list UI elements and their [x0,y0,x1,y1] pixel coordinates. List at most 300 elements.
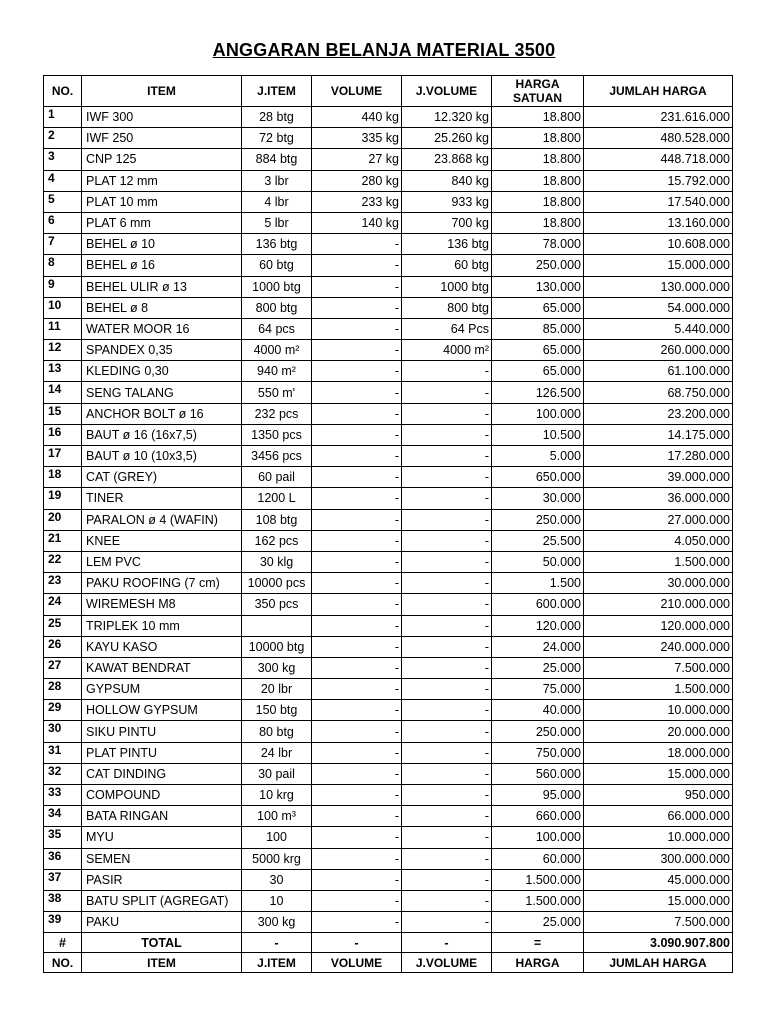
cell-item: TRIPLEK 10 mm [82,615,242,636]
cell-jumlah-harga: 10.608.000 [584,234,733,255]
cell-jumlah-harga: 231.616.000 [584,107,733,128]
cell-no: 37 [44,869,82,890]
cell-jumlah-harga: 480.528.000 [584,128,733,149]
cell-jitem: 10000 btg [242,636,312,657]
cell-no: 30 [44,721,82,742]
table-row [44,869,733,890]
cell-no: 5 [44,191,82,212]
cell-harga-satuan: 18.800 [492,128,584,149]
cell-harga-satuan: 250.000 [492,255,584,276]
cell-jitem: 64 pcs [242,318,312,339]
cell-harga-satuan: 650.000 [492,467,584,488]
cell-jitem: 3456 pcs [242,446,312,467]
footer-harga: HARGA [492,953,584,973]
cell-jitem: 10 krg [242,785,312,806]
cell-no: 8 [44,255,82,276]
material-budget-table [43,75,733,973]
cell-harga-satuan: 600.000 [492,594,584,615]
cell-harga-satuan: 95.000 [492,785,584,806]
cell-harga-satuan: 25.000 [492,657,584,678]
cell-jumlah-harga: 4.050.000 [584,530,733,551]
header-jitem: J.ITEM [242,76,312,107]
cell-jumlah-harga: 45.000.000 [584,869,733,890]
cell-no: 36 [44,848,82,869]
cell-harga-satuan: 25.000 [492,912,584,933]
cell-jvolume: - [402,509,492,530]
cell-jitem: 940 m² [242,361,312,382]
cell-harga-satuan: 75.000 [492,679,584,700]
cell-volume: - [312,530,402,551]
cell-jvolume: 1000 btg [402,276,492,297]
cell-jitem: 1350 pcs [242,424,312,445]
cell-jumlah-harga: 120.000.000 [584,615,733,636]
cell-jitem: 300 kg [242,657,312,678]
cell-jvolume: - [402,361,492,382]
cell-harga-satuan: 25.500 [492,530,584,551]
cell-jvolume: 64 Pcs [402,318,492,339]
cell-item: BAUT ø 10 (10x3,5) [82,446,242,467]
cell-volume: - [312,551,402,572]
cell-jvolume: 25.260 kg [402,128,492,149]
cell-jumlah-harga: 66.000.000 [584,806,733,827]
cell-no: 26 [44,636,82,657]
cell-no: 35 [44,827,82,848]
cell-volume: - [312,297,402,318]
document-title: ANGGARAN BELANJA MATERIAL 3500 [212,40,556,60]
cell-item: KAWAT BENDRAT [82,657,242,678]
cell-jitem: 30 klg [242,551,312,572]
cell-harga-satuan: 78.000 [492,234,584,255]
cell-item: BEHEL ø 10 [82,234,242,255]
cell-no: 39 [44,912,82,933]
table-row [44,340,733,361]
cell-jumlah-harga: 5.440.000 [584,318,733,339]
cell-harga-satuan: 65.000 [492,361,584,382]
cell-item: PLAT 6 mm [82,212,242,233]
cell-harga-satuan: 1.500.000 [492,869,584,890]
cell-volume: 280 kg [312,170,402,191]
cell-jvolume: - [402,806,492,827]
footer-jumlah: JUMLAH HARGA [584,953,733,973]
table-row [44,170,733,191]
cell-volume: - [312,657,402,678]
total-row [44,933,733,953]
cell-jvolume: 23.868 kg [402,149,492,170]
table-row [44,467,733,488]
table-row [44,488,733,509]
cell-no: 22 [44,551,82,572]
cell-jumlah-harga: 260.000.000 [584,340,733,361]
cell-item: BATA RINGAN [82,806,242,827]
table-row [44,615,733,636]
cell-jitem: 30 pail [242,763,312,784]
cell-harga-satuan: 660.000 [492,806,584,827]
cell-harga-satuan: 560.000 [492,763,584,784]
cell-harga-satuan: 100.000 [492,827,584,848]
total-volume: - [312,933,402,953]
cell-item: BAUT ø 16 (16x7,5) [82,424,242,445]
cell-jvolume: - [402,763,492,784]
cell-volume: - [312,234,402,255]
cell-jumlah-harga: 68.750.000 [584,382,733,403]
cell-jvolume: - [402,700,492,721]
cell-jitem: 162 pcs [242,530,312,551]
cell-no: 29 [44,700,82,721]
cell-jvolume: - [402,848,492,869]
cell-volume: 335 kg [312,128,402,149]
footer-volume: VOLUME [312,953,402,973]
cell-jumlah-harga: 30.000.000 [584,573,733,594]
cell-no: 31 [44,742,82,763]
cell-item: SEMEN [82,848,242,869]
cell-jumlah-harga: 10.000.000 [584,827,733,848]
cell-jvolume: - [402,721,492,742]
table-row [44,827,733,848]
cell-jvolume: - [402,742,492,763]
table-row [44,594,733,615]
cell-no: 21 [44,530,82,551]
cell-jumlah-harga: 300.000.000 [584,848,733,869]
cell-volume: - [312,827,402,848]
cell-item: PLAT 12 mm [82,170,242,191]
cell-harga-satuan: 10.500 [492,424,584,445]
table-row [44,212,733,233]
cell-jvolume: - [402,488,492,509]
table-header-row [44,76,733,107]
cell-jvolume: 933 kg [402,191,492,212]
cell-item: SIKU PINTU [82,721,242,742]
cell-no: 1 [44,107,82,128]
cell-jitem: 150 btg [242,700,312,721]
cell-no: 32 [44,763,82,784]
cell-harga-satuan: 18.800 [492,191,584,212]
cell-harga-satuan: 250.000 [492,509,584,530]
cell-no: 18 [44,467,82,488]
cell-jvolume: - [402,382,492,403]
cell-jvolume: - [402,403,492,424]
cell-volume: - [312,679,402,700]
cell-jvolume: - [402,636,492,657]
table-row [44,890,733,911]
cell-jvolume: 700 kg [402,212,492,233]
cell-jitem: 20 lbr [242,679,312,700]
cell-jvolume: - [402,573,492,594]
cell-item: PAKU ROOFING (7 cm) [82,573,242,594]
table-row [44,721,733,742]
cell-volume: - [312,742,402,763]
cell-no: 38 [44,890,82,911]
table-row [44,636,733,657]
table-row [44,679,733,700]
footer-jvolume: J.VOLUME [402,953,492,973]
cell-volume: - [312,721,402,742]
table-row [44,318,733,339]
cell-no: 11 [44,318,82,339]
cell-no: 9 [44,276,82,297]
cell-volume: 233 kg [312,191,402,212]
cell-jitem: 300 kg [242,912,312,933]
cell-jumlah-harga: 1.500.000 [584,679,733,700]
cell-volume: - [312,403,402,424]
cell-jumlah-harga: 15.000.000 [584,890,733,911]
cell-jumlah-harga: 14.175.000 [584,424,733,445]
cell-no: 13 [44,361,82,382]
cell-jumlah-harga: 17.540.000 [584,191,733,212]
cell-volume: 140 kg [312,212,402,233]
cell-jvolume: 60 btg [402,255,492,276]
header-harga-satuan [492,76,584,107]
cell-jitem: 3 lbr [242,170,312,191]
cell-jumlah-harga: 210.000.000 [584,594,733,615]
cell-no: 10 [44,297,82,318]
table-row [44,912,733,933]
cell-no: 3 [44,149,82,170]
table-row [44,742,733,763]
cell-jumlah-harga: 130.000.000 [584,276,733,297]
cell-volume: 27 kg [312,149,402,170]
cell-jitem: 350 pcs [242,594,312,615]
cell-item: COMPOUND [82,785,242,806]
cell-jvolume: - [402,912,492,933]
cell-harga-satuan: 120.000 [492,615,584,636]
cell-jitem: 4 lbr [242,191,312,212]
cell-no: 33 [44,785,82,806]
cell-jitem: 550 m' [242,382,312,403]
table-row [44,382,733,403]
table-row [44,424,733,445]
cell-item: WIREMESH M8 [82,594,242,615]
cell-volume: - [312,446,402,467]
cell-item: LEM PVC [82,551,242,572]
cell-no: 25 [44,615,82,636]
cell-jitem: 72 btg [242,128,312,149]
cell-harga-satuan: 126.500 [492,382,584,403]
footer-no: NO. [44,953,82,973]
cell-item: TINER [82,488,242,509]
cell-item: HOLLOW GYPSUM [82,700,242,721]
cell-volume: - [312,424,402,445]
table-row [44,107,733,128]
cell-harga-satuan: 250.000 [492,721,584,742]
cell-no: 20 [44,509,82,530]
cell-jumlah-harga: 7.500.000 [584,657,733,678]
cell-volume: - [312,890,402,911]
cell-jvolume: - [402,827,492,848]
cell-volume: - [312,573,402,594]
cell-harga-satuan: 100.000 [492,403,584,424]
cell-no: 2 [44,128,82,149]
cell-no: 19 [44,488,82,509]
cell-no: 12 [44,340,82,361]
cell-jvolume: 800 btg [402,297,492,318]
cell-no: 16 [44,424,82,445]
table-row [44,403,733,424]
cell-harga-satuan: 18.800 [492,212,584,233]
table-row [44,149,733,170]
cell-jumlah-harga: 20.000.000 [584,721,733,742]
cell-harga-satuan: 85.000 [492,318,584,339]
cell-item: SPANDEX 0,35 [82,340,242,361]
cell-volume: - [312,382,402,403]
cell-volume: - [312,467,402,488]
cell-jvolume: - [402,679,492,700]
table-row [44,234,733,255]
cell-jumlah-harga: 7.500.000 [584,912,733,933]
cell-jvolume: - [402,594,492,615]
cell-jumlah-harga: 23.200.000 [584,403,733,424]
cell-jitem: 28 btg [242,107,312,128]
table-body [44,107,733,933]
cell-jitem: 5 lbr [242,212,312,233]
cell-jumlah-harga: 27.000.000 [584,509,733,530]
cell-volume: - [312,488,402,509]
cell-volume: - [312,848,402,869]
cell-jitem: 60 pail [242,467,312,488]
cell-volume: 440 kg [312,107,402,128]
cell-harga-satuan: 130.000 [492,276,584,297]
cell-jumlah-harga: 15.792.000 [584,170,733,191]
cell-no: 27 [44,657,82,678]
cell-item: KNEE [82,530,242,551]
cell-jvolume: 12.320 kg [402,107,492,128]
cell-jvolume: - [402,890,492,911]
cell-jumlah-harga: 54.000.000 [584,297,733,318]
cell-jvolume: - [402,657,492,678]
cell-volume: - [312,276,402,297]
cell-jitem [242,615,312,636]
cell-jvolume: - [402,446,492,467]
cell-jitem: 80 btg [242,721,312,742]
cell-harga-satuan: 65.000 [492,297,584,318]
total-amount: 3.090.907.800 [584,933,733,953]
table-row [44,573,733,594]
cell-item: MYU [82,827,242,848]
cell-jitem: 60 btg [242,255,312,276]
cell-jitem: 108 btg [242,509,312,530]
header-jumlah-harga: JUMLAH HARGA [584,76,733,107]
cell-jitem: 10000 pcs [242,573,312,594]
cell-volume: - [312,318,402,339]
header-volume: VOLUME [312,76,402,107]
cell-harga-satuan: 24.000 [492,636,584,657]
header-no: NO. [44,76,82,107]
cell-jvolume: 4000 m² [402,340,492,361]
cell-item: PASIR [82,869,242,890]
cell-item: PAKU [82,912,242,933]
cell-jumlah-harga: 15.000.000 [584,763,733,784]
total-label: TOTAL [82,933,242,953]
table-row [44,785,733,806]
header-harga-line2: SATUAN [512,91,563,105]
cell-jumlah-harga: 13.160.000 [584,212,733,233]
cell-volume: - [312,615,402,636]
table-row [44,509,733,530]
footer-item: ITEM [82,953,242,973]
header-jvolume: J.VOLUME [402,76,492,107]
cell-item: PLAT PINTU [82,742,242,763]
cell-jitem: 5000 krg [242,848,312,869]
cell-jitem: 1000 btg [242,276,312,297]
cell-item: KAYU KASO [82,636,242,657]
cell-harga-satuan: 30.000 [492,488,584,509]
cell-volume: - [312,255,402,276]
cell-harga-satuan: 18.800 [492,107,584,128]
cell-item: GYPSUM [82,679,242,700]
footer-jitem: J.ITEM [242,953,312,973]
cell-harga-satuan: 40.000 [492,700,584,721]
cell-jitem: 1200 L [242,488,312,509]
cell-jitem: 232 pcs [242,403,312,424]
cell-jumlah-harga: 448.718.000 [584,149,733,170]
cell-item: BEHEL ø 16 [82,255,242,276]
cell-jvolume: 840 kg [402,170,492,191]
cell-no: 4 [44,170,82,191]
cell-no: 28 [44,679,82,700]
cell-harga-satuan: 1.500 [492,573,584,594]
table-row [44,255,733,276]
cell-volume: - [312,361,402,382]
cell-item: WATER MOOR 16 [82,318,242,339]
cell-volume: - [312,785,402,806]
cell-jvolume: - [402,869,492,890]
cell-no: 14 [44,382,82,403]
cell-jvolume: 136 btg [402,234,492,255]
cell-item: KLEDING 0,30 [82,361,242,382]
cell-harga-satuan: 5.000 [492,446,584,467]
cell-jitem: 800 btg [242,297,312,318]
cell-item: ANCHOR BOLT ø 16 [82,403,242,424]
cell-item: BEHEL ø 8 [82,297,242,318]
cell-item: IWF 250 [82,128,242,149]
cell-harga-satuan: 50.000 [492,551,584,572]
table-row [44,763,733,784]
cell-jumlah-harga: 15.000.000 [584,255,733,276]
total-jvolume: - [402,933,492,953]
table-row [44,700,733,721]
cell-jitem: 4000 m² [242,340,312,361]
cell-volume: - [312,912,402,933]
table-row [44,806,733,827]
cell-jumlah-harga: 240.000.000 [584,636,733,657]
cell-jumlah-harga: 36.000.000 [584,488,733,509]
cell-harga-satuan: 18.800 [492,149,584,170]
cell-jitem: 100 [242,827,312,848]
total-equals: = [492,933,584,953]
cell-no: 24 [44,594,82,615]
cell-harga-satuan: 750.000 [492,742,584,763]
cell-jitem: 100 m³ [242,806,312,827]
table-row [44,361,733,382]
cell-jitem: 136 btg [242,234,312,255]
cell-jvolume: - [402,467,492,488]
table-row [44,297,733,318]
cell-jumlah-harga: 1.500.000 [584,551,733,572]
cell-volume: - [312,340,402,361]
cell-no: 7 [44,234,82,255]
header-harga-line1: HARGA [515,77,560,91]
cell-jumlah-harga: 950.000 [584,785,733,806]
cell-jitem: 24 lbr [242,742,312,763]
cell-item: CNP 125 [82,149,242,170]
table-row [44,128,733,149]
cell-volume: - [312,636,402,657]
cell-item: CAT DINDING [82,763,242,784]
cell-no: 34 [44,806,82,827]
table-row [44,446,733,467]
total-jitem: - [242,933,312,953]
cell-item: SENG TALANG [82,382,242,403]
header-item: ITEM [82,76,242,107]
